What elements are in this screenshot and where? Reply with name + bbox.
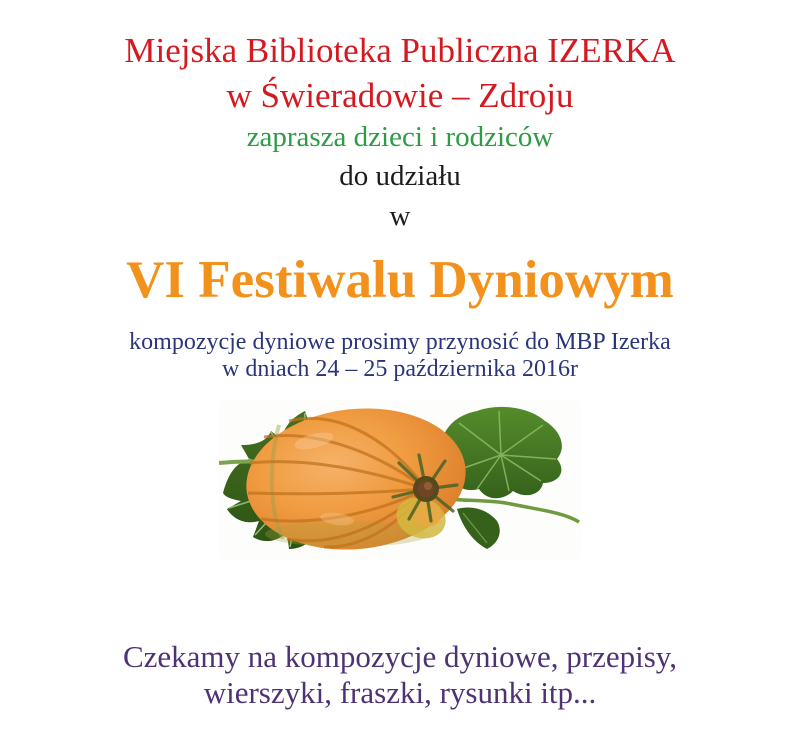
library-city: w Świeradowie – Zdroju: [226, 76, 574, 115]
details-line-dates: w dniach 24 – 25 października 2016r: [222, 356, 578, 382]
library-name: Miejska Biblioteka Publiczna IZERKA: [124, 31, 676, 70]
pumpkin-photo: [219, 401, 581, 559]
footer-line-items: wierszyki, fraszki, rysunki itp...: [203, 675, 597, 710]
event-title: VI Festiwalu Dyniowym: [126, 251, 674, 309]
invite-line-participation: do udziału: [339, 160, 461, 192]
invite-line-in: w: [389, 200, 411, 232]
footer-line-call: Czekamy na kompozycje dyniowe, przepisy,: [122, 639, 678, 674]
details-line-delivery: kompozycje dyniowe prosimy przynosić do MBP Izerka: [129, 329, 671, 355]
pumpkin-with-leaves-icon: [219, 401, 581, 559]
invite-line-audience: zaprasza dzieci i rodziców: [246, 121, 554, 153]
